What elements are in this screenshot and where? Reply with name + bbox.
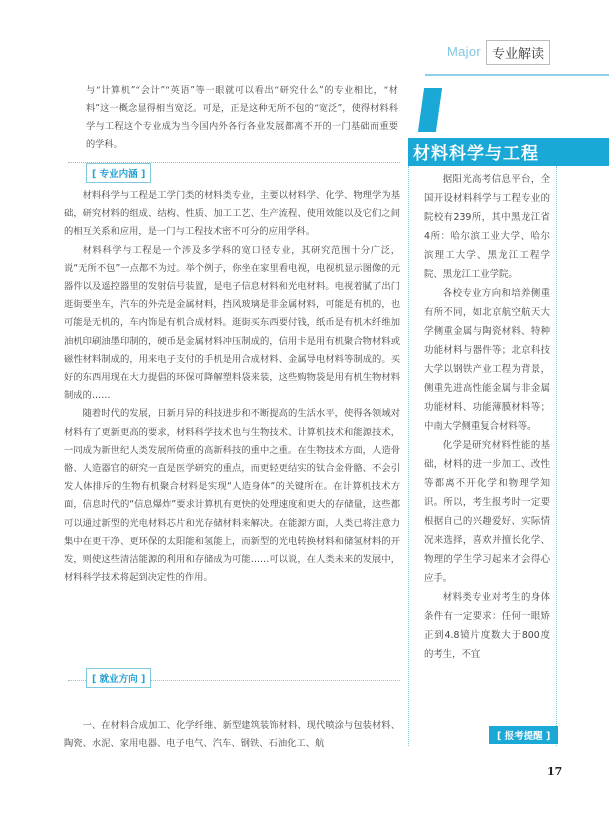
- section-label-tips: [489, 726, 558, 744]
- header-section-title: 专业解读: [486, 40, 550, 65]
- banner-title: 材料科学与工程: [413, 144, 539, 164]
- job-paragraph: 一、在材料合成加工、化学纤维、新型建筑装饰材料、现代喷涂与包装材料、陶瓷、水泥、家用电器、电子电气、汽车、钢铁、石油化工、航: [64, 720, 400, 750]
- body-paragraph: 随着时代的发展，日新月异的科技进步和不断提高的生活水平，使得各领域对材料有了更新更高的要求，材料科学技术也与生物技术、计算机技术和能源技术，一同成为新世纪人类发展所倚重的高新科技的重中之重。在生物技术方面，人造骨骼、人造器官的研究一直是医学研究的重点，而更轻更结实的钛合金骨骼、不会引发人体排斥的生物有机聚合材料是实现“人造身体”的关键所在。在计算机技术方面，信息时代的“信息爆炸”要求计算机有更快的处理速度和更大的存储量，这些都可以通过新型的光电材料芯片和光存储材料来解决。在能源方面，人类已将注意力集中在更干净、更环保的太阳能和氢能上，而新型的光电转换材料和储氢材料的开发，则使这些清洁能源的利用和存储成为可能……可以说，在人类未来的发展中，材料科学技术将起到决定性的作用。: [64, 408, 400, 584]
- bracket-close-icon: ]: [140, 169, 146, 180]
- right-paragraph: 化学是研究材料性能的基础，材料的进一步加工、改性等都离不开化学和物理学知识。所以，考生报考时一定要根据自己的兴趣爱好、实际情况来选择，喜欢并擅长化学、物理的学生学习起来才会得心应手。: [424, 440, 550, 584]
- section-label-content: [86, 163, 151, 183]
- header-rule: [425, 74, 609, 76]
- right-column-right-border: [556, 166, 557, 746]
- bracket-close-icon: ]: [545, 731, 551, 742]
- right-paragraph: 材料类专业对考生的身体条件有一定要求：任何一眼矫正到4.8镜片度数大于800度的考生，不宜: [424, 592, 550, 660]
- section-label-job: [86, 668, 151, 688]
- body-paragraph: 材料科学与工程是工学门类的材料类专业，主要以材料学、化学、物理学为基础，研究材料的组成、结构、性质、加工工艺、生产流程、使用效能以及它们之间的相互关系和应用，是一门与工程技术密不可分的应用学科。: [64, 190, 400, 238]
- section-label-job-text: 就业方向: [99, 674, 138, 685]
- right-column-left-border: [408, 166, 409, 746]
- page-number: 17: [547, 765, 563, 778]
- right-paragraph: 据阳光高考信息平台，全国开设材料科学与工程专业的院校有239所，其中黑龙江省4所：哈尔滨工业大学、哈尔滨理工大学、黑龙江工程学院、黑龙江工业学院。: [424, 174, 550, 280]
- right-column: [424, 170, 550, 664]
- bracket-open-icon: [: [497, 731, 502, 742]
- body-text: [64, 187, 400, 587]
- intro-paragraph: 与“计算机”“会计”“英语”等一眼就可以看出“研究什么”的专业相比，“材料”这一概念显得相当宽泛。可是，正是这种无所不包的“宽泛”，使得材料科学与工程这个专业成为当今国内外各行各业发展都离不开的一门基础而重要的学科。: [86, 85, 398, 150]
- body-paragraph: 材料科学与工程是一个涉及多学科的宽口径专业，其研究范围十分广泛，说“无所不包”一点都不为过。举个例子，你坐在家里看电视，电视机显示图像的元器件以及遥控器里的发射信号装置，是电子信息材料和光电材料。电视着腻了出门逛街要坐车，汽车的外壳是金属材料，挡风玻璃是非金属材料，可能是有机的，也可能是无机的，车内饰是有机合成材料。逛街买东西要付钱，纸币是有机木纤维加油机印刷油墨印制的，硬币是金属材料冲压制成的，信用卡是用有机聚合物材料或磁性材料制成的，用来电子支付的手机是用合成材料、金属导电材料等制成的。买好的东西用现在大力提倡的环保可降解塑料袋来装，这些购物袋是用有机生物材料制成的……: [64, 244, 400, 402]
- bracket-close-icon: ]: [140, 674, 146, 685]
- banner-accent-bar: [418, 88, 442, 132]
- bracket-open-icon: [: [92, 674, 97, 685]
- section-label-content-text: 专业内涵: [99, 169, 138, 180]
- section-label-tips-text: 报考提醒: [504, 731, 543, 742]
- header-major-label: Major: [447, 44, 482, 59]
- bracket-open-icon: [: [92, 169, 97, 180]
- right-paragraph: 各校专业方向和培养侧重有所不同，如北京航空航天大学侧重金属与陶瓷材料、特种功能材料与器件等；北京科技大学以钢铁产业工程为背景，侧重先进高性能金属与非金属功能材料、功能薄膜材料等；中南大学侧重复合材料等。: [424, 288, 550, 432]
